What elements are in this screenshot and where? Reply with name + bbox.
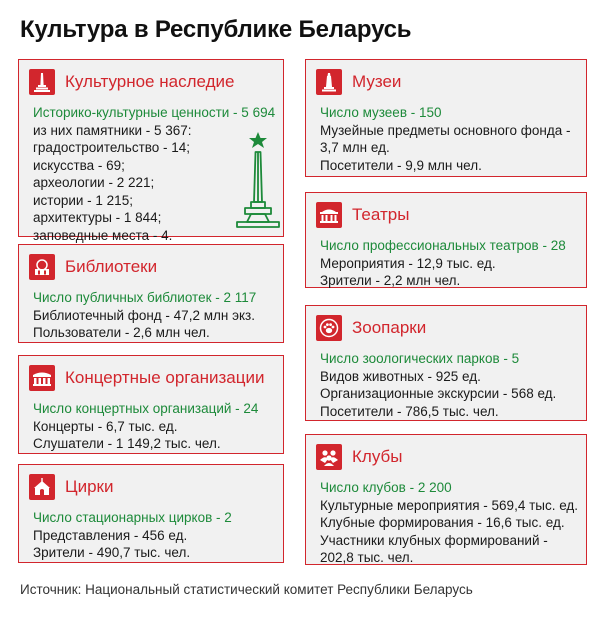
zoos-line: Посетители - 786,5 тыс. чел.: [320, 403, 499, 419]
zoo-paw-icon: [316, 315, 342, 341]
concert-hall-icon: [29, 365, 55, 391]
circus-line: Зрители - 490,7 тыс. чел.: [33, 545, 191, 560]
theater-building-icon: [316, 202, 342, 228]
clubs-line: Число клубов - 2 200: [320, 480, 452, 495]
heritage-line: искусства - 69;: [33, 157, 125, 173]
circus-line: Число стационарных цирков - 2: [33, 510, 232, 525]
card-heritage-title: Культурное наследие: [65, 72, 235, 91]
concerts-line: Слушатели - 1 149,2 тыс. чел.: [33, 436, 221, 451]
zoos-line: Видов животных - 925 ед.: [320, 368, 481, 384]
card-museums-title: Музеи: [352, 72, 402, 91]
museum-tower-icon: [316, 69, 342, 95]
card-zoos-title: Зоопарки: [352, 318, 427, 337]
clubs-line: 202,8 тыс. чел.: [320, 550, 414, 565]
obelisk-illustration-icon: [233, 130, 283, 230]
card-theaters: [305, 192, 587, 288]
heritage-line: Историко-культурные ценности - 5 694: [33, 105, 276, 120]
museums-line: Музейные предметы основного фонда -: [320, 122, 571, 138]
card-clubs: [305, 434, 587, 565]
card-clubs-title: Клубы: [352, 447, 403, 466]
card-circus: [18, 464, 284, 563]
concerts-line: Число концертных организаций - 24: [33, 401, 259, 416]
libraries-line: Библиотечный фонд - 47,2 млн экз.: [33, 307, 255, 323]
heritage-line: из них памятники - 5 367:: [33, 122, 192, 138]
card-museums: [305, 59, 587, 177]
heritage-line: археологии - 2 221;: [33, 175, 155, 190]
museums-line: Число музеев - 150: [320, 105, 442, 120]
page-title: Культура в Республике Беларусь: [20, 16, 412, 43]
heritage-line: заповедные места - 4.: [33, 227, 173, 243]
monument-icon: [29, 69, 55, 95]
card-heritage: [18, 59, 284, 243]
zoos-line: Число зоологических парков - 5: [320, 351, 520, 366]
clubs-line: Клубные формирования - 16,6 тыс. ед.: [320, 515, 565, 530]
clubs-line: Культурные мероприятия - 569,4 тыс. ед.: [320, 497, 579, 513]
source-note: Источник: Национальный статистический комитет Республики Беларусь: [20, 582, 473, 597]
museums-line: 3,7 млн ед.: [320, 140, 390, 155]
circus-tent-icon: [29, 474, 55, 500]
heritage-line: архитектуры - 1 844;: [33, 210, 162, 225]
theaters-line: Число профессиональных театров - 28: [320, 238, 566, 253]
card-circus-title: Цирки: [65, 477, 114, 496]
libraries-line: Число публичных библиотек - 2 117: [33, 290, 257, 305]
card-libraries-title: Библиотеки: [65, 257, 158, 276]
concerts-line: Концерты - 6,7 тыс. ед.: [33, 418, 178, 434]
club-people-icon: [316, 444, 342, 470]
museums-line: Посетители - 9,9 млн чел.: [320, 157, 482, 173]
clubs-line: Участники клубных формирований -: [320, 532, 548, 548]
heritage-line: градостроительство - 14;: [33, 140, 191, 155]
theaters-line: Мероприятия - 12,9 тыс. ед.: [320, 255, 496, 271]
heritage-line: истории - 1 215;: [33, 192, 133, 208]
card-zoos: [305, 305, 587, 421]
card-concerts: [18, 355, 284, 454]
theaters-line: Зрители - 2,2 млн чел.: [320, 273, 461, 288]
card-concerts-title: Концертные организации: [65, 368, 265, 387]
library-building-icon: [29, 254, 55, 280]
card-libraries: [18, 244, 284, 343]
zoos-line: Организационные экскурсии - 568 ед.: [320, 386, 557, 401]
circus-line: Представления - 456 ед.: [33, 527, 188, 543]
card-theaters-title: Театры: [352, 205, 410, 224]
libraries-line: Пользователи - 2,6 млн чел.: [33, 325, 210, 340]
